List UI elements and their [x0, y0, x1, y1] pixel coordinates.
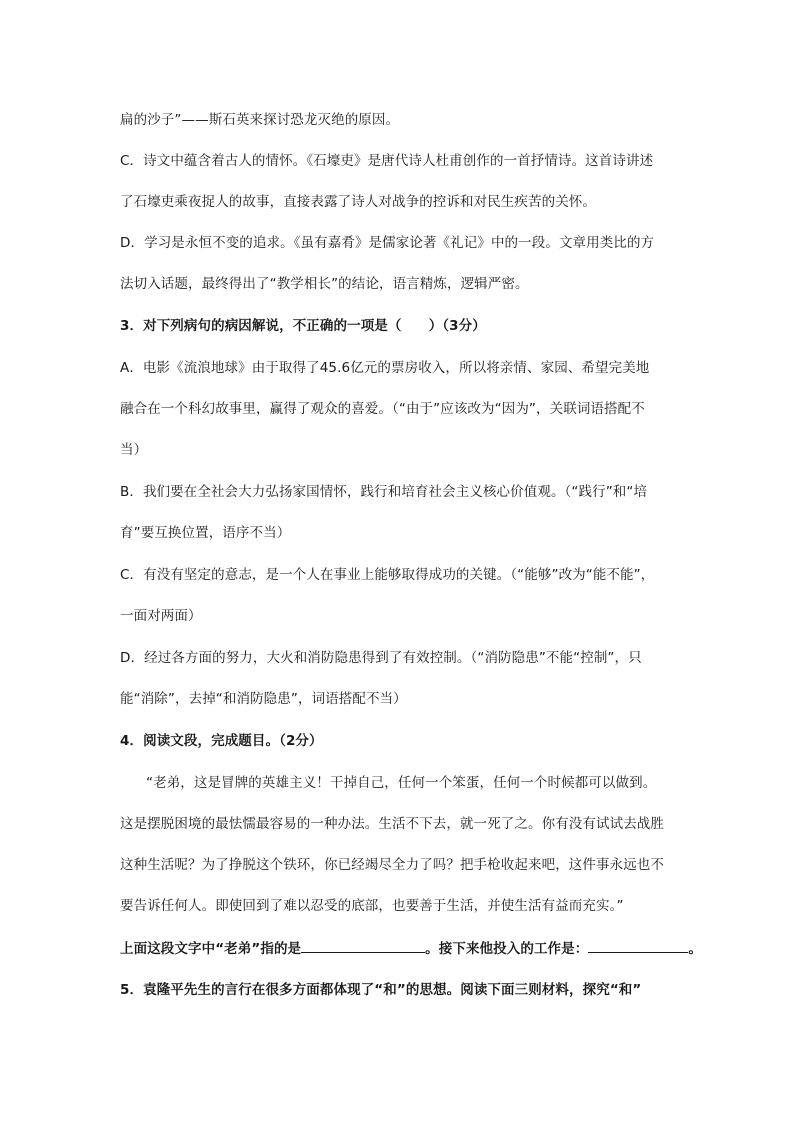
passage-line-4: 要告诉任何人。即使回到了难以忍受的底部，也要善于生活，并使生活有益而充实。”: [120, 898, 624, 914]
answer-blank-2[interactable]: [588, 938, 688, 953]
passage-line-2: 这是摆脱困境的最怯懦最容易的一种办法。生活不下去，就一死了之。你有没有试试去战胜: [120, 816, 664, 832]
q4-prompt-text-2: 。接下来他投入的工作是：: [425, 941, 589, 957]
option-c-line-1: C．诗文中蕴含着古人的情怀。《石壕吏》是唐代诗人杜甫创作的一首抒情诗。这首诗讲述: [120, 153, 654, 169]
passage-line-1: “老弟，这是冒牌的英雄主义！干掉自己，任何一个笨蛋，任何一个时候都可以做到。: [146, 775, 657, 791]
option-c-line-2: 了石壕吏乘夜捉人的故事，直接表露了诗人对战争的控诉和对民生疾苦的关怀。: [120, 194, 596, 210]
q3-option-b-line-2: 育”要互换位置，语序不当）: [120, 525, 291, 541]
text-line: 扁的沙子”——斯石英来探讨恐龙灭绝的原因。: [120, 112, 400, 128]
q3-option-d-line-1: D．经过各方面的努力，大火和消防隐患得到了有效控制。（“消防隐患”不能“控制”，只: [120, 650, 642, 666]
option-d-line-1: D．学习是永恒不变的追求。《虽有嘉肴》是儒家论著《礼记》中的一段。文章用类比的方: [120, 235, 655, 251]
q3-option-a-line-3: 当）: [120, 442, 148, 458]
option-d-line-2: 法切入话题，最终得出了“教学相长”的结论，语言精炼，逻辑严密。: [120, 276, 529, 292]
q4-prompt-text-1: 上面这段文字中“老弟”指的是: [120, 941, 302, 957]
q3-option-c-line-2: 一面对两面）: [120, 608, 202, 624]
q3-option-b-line-1: B．我们要在全社会大力弘扬家国情怀，践行和培育社会主义核心价值观。（“践行”和“培: [120, 484, 648, 500]
q3-option-c-line-1: C．有没有坚定的意志，是一个人在事业上能够取得成功的关键。（“能够”改为“能不能”，: [120, 567, 655, 583]
q3-option-a-line-1: A．电影《流浪地球》由于取得了45.6亿元的票房收入，所以将亲情、家园、希望完美地: [120, 360, 650, 376]
answer-blank-1[interactable]: [301, 938, 425, 953]
q3-option-d-line-2: 能“消除”，去掉“和消防隐患”，词语搭配不当）: [120, 691, 407, 707]
passage-line-3: 这种生活呢？为了挣脱这个铁环，你已经竭尽全力了吗？把手枪收起来吧，这件事永远也不: [120, 857, 664, 873]
question-3-title: 3．对下列病句的病因解说，不正确的一项是（ ）（3分）: [120, 318, 486, 334]
question-5-title: 5．袁隆平先生的言行在很多方面都体现了“和”的思想。阅读下面三则材料，探究“和”: [120, 982, 642, 998]
question-4-prompt: [120, 938, 702, 959]
q4-prompt-text-3: 。: [688, 941, 702, 957]
q3-option-a-line-2: 融合在一个科幻故事里，赢得了观众的喜爱。（“由于”应该改为“因为”，关联词语搭配不: [120, 401, 645, 417]
question-4-title: 4．阅读文段，完成题目。（2分）: [120, 733, 323, 749]
